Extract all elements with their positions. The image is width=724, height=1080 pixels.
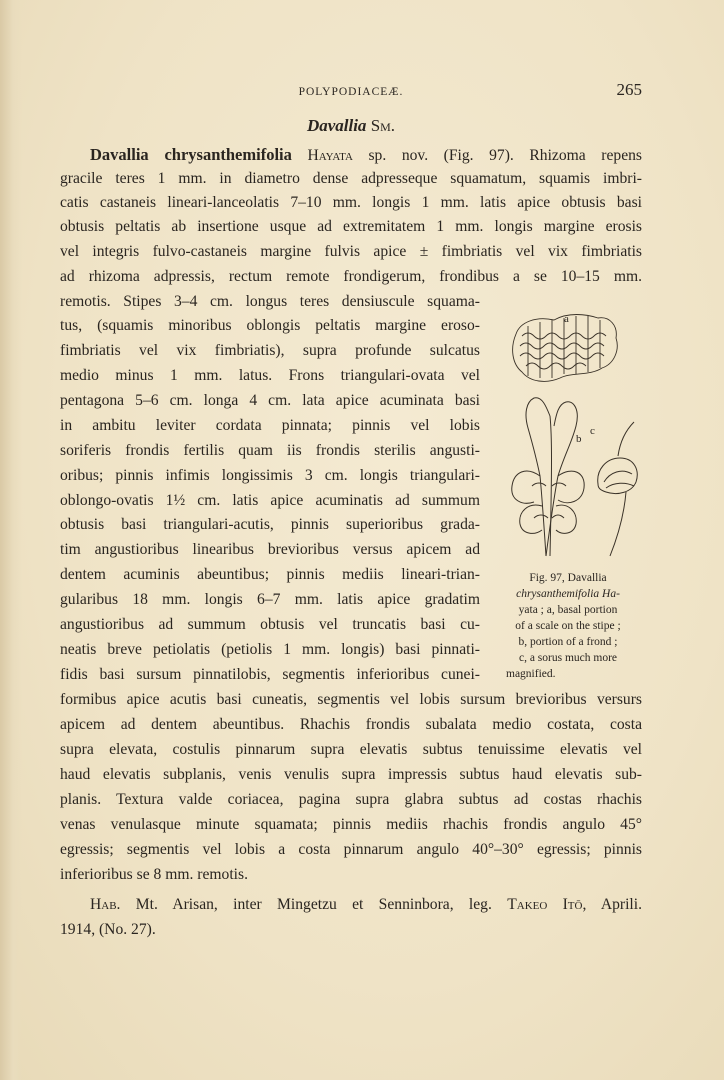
text-line: vel integris fulvo-castaneis margine fulvis apice ± fimbriatis vel vix fimbriatis (60, 243, 642, 260)
species-author: Hayata (307, 147, 353, 164)
species-name: Davallia chrysanthemifolia (90, 145, 292, 164)
habitat-text: Mt. Arisan, inter Mingetzu et Senninbora, leg. (135, 896, 492, 913)
figure-caption-line: c, a sorus much more (518, 652, 618, 664)
text-line: in ambitu leviter cordata pinnata; pinnis vel lobis (60, 417, 480, 434)
running-head: POLYPODIACEÆ. (298, 86, 404, 98)
habitat-date: , Aprili. (582, 896, 642, 913)
text-line: Rhizoma repens (529, 147, 642, 164)
text-line: apicem ad dentem abeuntibus. Rhachis frondis subalata medio costata, costa (60, 716, 642, 733)
figure-caption-line: chrysanthemifolia Ha- (516, 588, 620, 600)
text-line: dentem acuminis abeuntibus; pinnis mediis lineari-trian- (60, 566, 480, 583)
page-number: 265 (616, 80, 642, 99)
text-line: tus, (squamis minoribus oblongis peltatis margine eroso- (60, 317, 480, 334)
genus-heading (60, 116, 642, 136)
text-line: egressis; segmentis vel lobis a costa pinnarum angulo 40°–30° egressis; pinnis (60, 841, 642, 858)
figure-caption-line: yata ; a, basal portion (518, 604, 618, 616)
page-binding-edge (0, 0, 22, 1080)
text-line: catis castaneis lineari-lanceolatis 7–10 mm. longis 1 mm. latis apice obtusis basi (60, 194, 642, 211)
text-line: neatis breve petiolatis (petiolis 1 mm. longis) basi pinnati- (60, 641, 480, 658)
text-line: fidis basi sursum pinnatilobis, segmentis inferioribus cunei- (60, 666, 480, 683)
text-line: soriferis frondis fertilis quam iis frondis sterilis angusti- (60, 442, 480, 459)
figure-label-b: b (576, 433, 582, 445)
figure-caption-line: magnified. (506, 668, 556, 680)
text-line: remotis. Stipes 3–4 cm. longus teres densiuscule squama- (60, 293, 480, 310)
species-status: sp. nov. (Fig. 97). (368, 147, 514, 164)
text-line: ad rhizoma adpressis, rectum remote frondigerum, frondibus a se 10–15 mm. (60, 268, 642, 285)
page-header (60, 80, 642, 106)
text-line: inferioribus se 8 mm. remotis. (60, 866, 248, 883)
text-line: formibus apice acutis basi cuneatis, segmentis vel lobis sursum brevioribus versurs (60, 691, 642, 708)
text-line: venas venulasque minute squamata; pinnis mediis rhachis frondis angulo 45° (60, 816, 642, 833)
habitat-number-line: 1914, (No. 27). (60, 921, 156, 938)
text-line: tim angustioribus linearibus brevioribus versus apicem ad (60, 541, 480, 558)
frond-drawing (512, 398, 584, 556)
species-heading-line (60, 146, 642, 165)
text-line: pentagona 5–6 cm. longa 4 cm. lata apice acuminata basi (60, 392, 480, 409)
figure-caption-line: b, portion of a frond ; (518, 636, 618, 648)
habitat-label: Hab. (90, 896, 121, 913)
figure-label-a: a (564, 313, 569, 325)
habitat-line (60, 896, 642, 914)
figure-label-c: c (590, 425, 595, 437)
text-line: supra elevata, costulis pinnarum supra elevatis subtus tenuissime elevatis vel (60, 741, 642, 758)
figure-97-illustration (506, 306, 646, 566)
text-line: obtusis basi triangulari-acutis, pinnis superioribus grada- (60, 516, 480, 533)
text-line: gracile teres 1 mm. in diametro dense adpresseque squamatum, squamis imbri- (60, 170, 642, 187)
figure-caption-line: Fig. 97, Davallia (529, 572, 607, 584)
text-line: medio minus 1 mm. latus. Frons triangulari-ovata vel (60, 367, 480, 384)
genus-author: Sm. (370, 116, 396, 135)
text-line: angustioribus ad summum obtusis vel truncatis basi cu- (60, 616, 480, 633)
figure-caption-line: of a scale on the stipe ; (515, 620, 621, 632)
genus-name: Davallia (306, 116, 367, 135)
text-line: fimbriatis vel vix fimbriatis), supra profunde sulcatus (60, 342, 480, 359)
collector-name: Takeo Itō (507, 896, 583, 913)
text-line: oblongo-ovatis 1½ cm. latis apice acuminatis ad summum (60, 492, 480, 509)
text-line: oribus; pinnis infimis longissimis 3 cm. longis triangulari- (60, 467, 480, 484)
text-line: gularibus 18 mm. longis 6–7 mm. latis apice gradatim (60, 591, 480, 608)
sorus-drawing (598, 422, 637, 556)
text-line: haud elevatis subplanis, venis venulis supra impressis subtus haud elevatis sub- (60, 766, 642, 783)
text-line: planis. Textura valde coriacea, pagina supra glabra subtus ad costas rhachis (60, 791, 642, 808)
text-line: obtusis peltatis ab insertione usque ad extremitatem 1 mm. longis margine erosis (60, 218, 642, 235)
